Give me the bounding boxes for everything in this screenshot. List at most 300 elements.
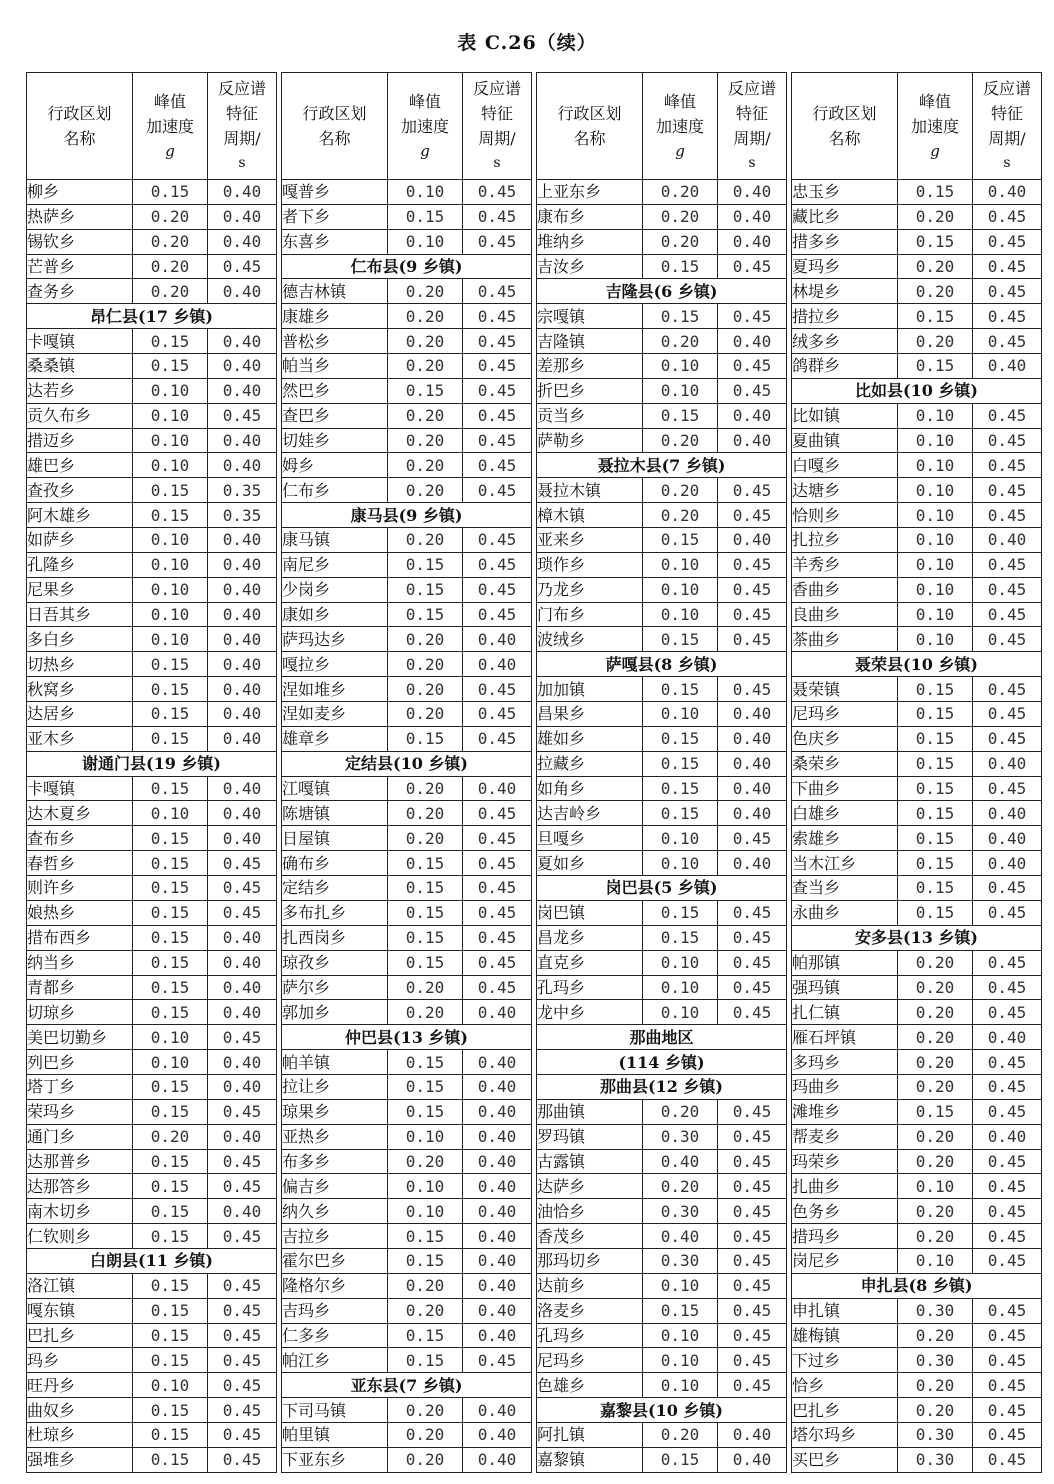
table-row bbox=[282, 950, 532, 975]
county-header-row bbox=[537, 1074, 787, 1099]
header-name-line-2: 名称 bbox=[63, 129, 96, 148]
table-row bbox=[537, 826, 787, 851]
table-row bbox=[282, 229, 532, 254]
table-row bbox=[792, 876, 1042, 901]
characteristic-period: 0.45 bbox=[718, 304, 787, 329]
characteristic-period: 0.45 bbox=[208, 1174, 277, 1199]
town-name: 巴扎乡 bbox=[792, 1398, 898, 1423]
table-row bbox=[282, 478, 532, 503]
characteristic-period: 0.40 bbox=[208, 627, 277, 652]
town-name: 德吉林镇 bbox=[282, 279, 388, 304]
characteristic-period: 0.45 bbox=[718, 677, 787, 702]
characteristic-period: 0.40 bbox=[208, 552, 277, 577]
town-name: 雄章乡 bbox=[282, 726, 388, 751]
peak-acceleration: 0.15 bbox=[133, 900, 208, 925]
peak-acceleration: 0.10 bbox=[133, 403, 208, 428]
town-name: 陈塘镇 bbox=[282, 801, 388, 826]
table-row bbox=[537, 1298, 787, 1323]
table-row bbox=[27, 528, 277, 553]
peak-acceleration: 0.15 bbox=[133, 1000, 208, 1025]
characteristic-period: 0.40 bbox=[208, 229, 277, 254]
peak-acceleration: 0.20 bbox=[388, 279, 463, 304]
town-name: 娘热乡 bbox=[27, 900, 133, 925]
characteristic-period: 0.40 bbox=[208, 204, 277, 229]
characteristic-period: 0.45 bbox=[463, 950, 532, 975]
characteristic-period: 0.45 bbox=[973, 677, 1042, 702]
peak-acceleration: 0.10 bbox=[133, 602, 208, 627]
header-name-line-1: 行政区划 bbox=[47, 104, 112, 123]
town-name: 美巴切勤乡 bbox=[27, 1025, 133, 1050]
table-row bbox=[792, 1248, 1042, 1273]
table-row bbox=[792, 279, 1042, 304]
town-name: 强堆乡 bbox=[27, 1447, 133, 1472]
peak-acceleration: 0.10 bbox=[898, 403, 973, 428]
characteristic-period: 0.45 bbox=[208, 1025, 277, 1050]
county-header: 康马县(9 乡镇) bbox=[282, 503, 532, 528]
table-row bbox=[27, 254, 277, 279]
peak-acceleration: 0.15 bbox=[133, 652, 208, 677]
characteristic-period: 0.40 bbox=[208, 726, 277, 751]
characteristic-period: 0.40 bbox=[208, 826, 277, 851]
characteristic-period: 0.45 bbox=[463, 677, 532, 702]
header-period bbox=[973, 73, 1042, 180]
characteristic-period: 0.45 bbox=[463, 900, 532, 925]
table-body bbox=[537, 180, 787, 1473]
characteristic-period: 0.45 bbox=[973, 329, 1042, 354]
characteristic-period: 0.45 bbox=[463, 279, 532, 304]
town-name: 尼玛乡 bbox=[537, 1348, 643, 1373]
header-name bbox=[537, 73, 643, 180]
town-name: 达吉岭乡 bbox=[537, 801, 643, 826]
table-row bbox=[792, 1199, 1042, 1224]
header-name-line-2: 名称 bbox=[573, 129, 606, 148]
characteristic-period: 0.45 bbox=[973, 1298, 1042, 1323]
table-row bbox=[282, 403, 532, 428]
town-name: 桑桑镇 bbox=[27, 354, 133, 379]
header-period-unit: s bbox=[748, 155, 756, 171]
peak-acceleration: 0.15 bbox=[133, 1447, 208, 1472]
characteristic-period: 0.40 bbox=[463, 1422, 532, 1447]
characteristic-period: 0.40 bbox=[208, 975, 277, 1000]
peak-acceleration: 0.15 bbox=[133, 1199, 208, 1224]
characteristic-period: 0.40 bbox=[718, 1422, 787, 1447]
header-row bbox=[282, 73, 532, 180]
town-name: 康马镇 bbox=[282, 528, 388, 553]
peak-acceleration: 0.15 bbox=[643, 925, 718, 950]
table-panel-2 bbox=[281, 72, 532, 1473]
characteristic-period: 0.45 bbox=[973, 602, 1042, 627]
peak-acceleration: 0.20 bbox=[898, 1050, 973, 1075]
peak-acceleration: 0.30 bbox=[643, 1248, 718, 1273]
town-name: 樟木镇 bbox=[537, 503, 643, 528]
peak-acceleration: 0.10 bbox=[133, 528, 208, 553]
town-name: 扎曲乡 bbox=[792, 1174, 898, 1199]
table-row bbox=[792, 1124, 1042, 1149]
characteristic-period: 0.40 bbox=[463, 652, 532, 677]
characteristic-period: 0.40 bbox=[463, 1099, 532, 1124]
town-name: 日吾其乡 bbox=[27, 602, 133, 627]
characteristic-period: 0.40 bbox=[973, 1124, 1042, 1149]
table-row bbox=[27, 453, 277, 478]
town-name: 通门乡 bbox=[27, 1124, 133, 1149]
town-name: 达若乡 bbox=[27, 378, 133, 403]
header-pga bbox=[898, 73, 973, 180]
characteristic-period: 0.45 bbox=[208, 1373, 277, 1398]
county-header: 那曲县(12 乡镇) bbox=[537, 1074, 787, 1099]
table-row bbox=[537, 1000, 787, 1025]
peak-acceleration: 0.15 bbox=[133, 503, 208, 528]
characteristic-period: 0.45 bbox=[973, 876, 1042, 901]
town-name: 查务乡 bbox=[27, 279, 133, 304]
peak-acceleration: 0.15 bbox=[643, 726, 718, 751]
peak-acceleration: 0.15 bbox=[898, 229, 973, 254]
peak-acceleration: 0.15 bbox=[388, 1348, 463, 1373]
town-name: 达那普乡 bbox=[27, 1149, 133, 1174]
table-row bbox=[27, 652, 277, 677]
header-period-line-1: 反应谱 bbox=[982, 79, 1031, 98]
characteristic-period: 0.45 bbox=[973, 1199, 1042, 1224]
table-row bbox=[27, 204, 277, 229]
header-period bbox=[718, 73, 787, 180]
characteristic-period: 0.40 bbox=[208, 279, 277, 304]
table-panel-1 bbox=[26, 72, 277, 1473]
header-period-unit: s bbox=[493, 155, 501, 171]
peak-acceleration: 0.30 bbox=[898, 1298, 973, 1323]
peak-acceleration: 0.20 bbox=[388, 329, 463, 354]
header-period bbox=[208, 73, 277, 180]
table-row bbox=[282, 726, 532, 751]
characteristic-period: 0.40 bbox=[973, 751, 1042, 776]
peak-acceleration: 0.15 bbox=[898, 801, 973, 826]
county-header-row bbox=[537, 1050, 787, 1075]
peak-acceleration: 0.15 bbox=[898, 1099, 973, 1124]
town-name: 尼玛乡 bbox=[792, 702, 898, 727]
table-row bbox=[792, 1050, 1042, 1075]
header-period bbox=[463, 73, 532, 180]
peak-acceleration: 0.15 bbox=[643, 751, 718, 776]
characteristic-period: 0.35 bbox=[208, 478, 277, 503]
characteristic-period: 0.40 bbox=[718, 1447, 787, 1472]
peak-acceleration: 0.15 bbox=[388, 925, 463, 950]
town-name: 纳久乡 bbox=[282, 1199, 388, 1224]
table-row bbox=[27, 925, 277, 950]
town-name: 夏如乡 bbox=[537, 851, 643, 876]
town-name: 康雄乡 bbox=[282, 304, 388, 329]
table-row bbox=[282, 1149, 532, 1174]
peak-acceleration: 0.20 bbox=[898, 1373, 973, 1398]
town-name: 康布乡 bbox=[537, 204, 643, 229]
table-row bbox=[792, 1074, 1042, 1099]
town-name: 永曲乡 bbox=[792, 900, 898, 925]
characteristic-period: 0.40 bbox=[208, 577, 277, 602]
characteristic-period: 0.40 bbox=[208, 1074, 277, 1099]
characteristic-period: 0.45 bbox=[208, 254, 277, 279]
table-row bbox=[27, 776, 277, 801]
characteristic-period: 0.45 bbox=[718, 354, 787, 379]
table-row bbox=[27, 1323, 277, 1348]
table-row bbox=[537, 254, 787, 279]
town-name: 萨玛达乡 bbox=[282, 627, 388, 652]
peak-acceleration: 0.15 bbox=[898, 354, 973, 379]
table-row bbox=[27, 1050, 277, 1075]
characteristic-period: 0.45 bbox=[718, 503, 787, 528]
town-name: 恰乡 bbox=[792, 1373, 898, 1398]
characteristic-period: 0.45 bbox=[463, 876, 532, 901]
table-row bbox=[282, 975, 532, 1000]
characteristic-period: 0.45 bbox=[973, 1447, 1042, 1472]
table-row bbox=[282, 602, 532, 627]
characteristic-period: 0.40 bbox=[463, 1224, 532, 1249]
table-row bbox=[537, 577, 787, 602]
peak-acceleration: 0.15 bbox=[133, 1074, 208, 1099]
characteristic-period: 0.45 bbox=[973, 254, 1042, 279]
peak-acceleration: 0.10 bbox=[388, 1199, 463, 1224]
table-row bbox=[792, 627, 1042, 652]
town-name: 罗玛镇 bbox=[537, 1124, 643, 1149]
town-name: 孔玛乡 bbox=[537, 975, 643, 1000]
peak-acceleration: 0.10 bbox=[898, 602, 973, 627]
table-row bbox=[792, 577, 1042, 602]
characteristic-period: 0.45 bbox=[973, 552, 1042, 577]
header-period-line-1: 反应谱 bbox=[472, 79, 521, 98]
table-row bbox=[537, 1447, 787, 1472]
peak-acceleration: 0.15 bbox=[643, 900, 718, 925]
town-name: 直克乡 bbox=[537, 950, 643, 975]
peak-acceleration: 0.10 bbox=[643, 975, 718, 1000]
county-header-row bbox=[282, 503, 532, 528]
peak-acceleration: 0.30 bbox=[643, 1199, 718, 1224]
table-row bbox=[792, 975, 1042, 1000]
table-row bbox=[282, 1174, 532, 1199]
peak-acceleration: 0.10 bbox=[388, 180, 463, 205]
header-pga-line-2: 加速度 bbox=[145, 116, 194, 136]
characteristic-period: 0.45 bbox=[973, 1422, 1042, 1447]
peak-acceleration: 0.15 bbox=[388, 1050, 463, 1075]
header-pga-line-2: 加速度 bbox=[910, 116, 959, 136]
characteristic-period: 0.45 bbox=[973, 950, 1042, 975]
characteristic-period: 0.45 bbox=[718, 552, 787, 577]
peak-acceleration: 0.40 bbox=[643, 1149, 718, 1174]
characteristic-period: 0.45 bbox=[718, 925, 787, 950]
peak-acceleration: 0.10 bbox=[898, 478, 973, 503]
characteristic-period: 0.45 bbox=[973, 702, 1042, 727]
town-name: 龙中乡 bbox=[537, 1000, 643, 1025]
characteristic-period: 0.40 bbox=[718, 726, 787, 751]
table-row bbox=[792, 1422, 1042, 1447]
county-header-row bbox=[537, 453, 787, 478]
town-name: 色务乡 bbox=[792, 1199, 898, 1224]
peak-acceleration: 0.15 bbox=[643, 528, 718, 553]
peak-acceleration: 0.10 bbox=[133, 577, 208, 602]
characteristic-period: 0.40 bbox=[718, 528, 787, 553]
header-period-line-3: 周期/ bbox=[733, 129, 771, 148]
town-name: 措拉乡 bbox=[792, 304, 898, 329]
peak-acceleration: 0.20 bbox=[388, 403, 463, 428]
characteristic-period: 0.45 bbox=[973, 428, 1042, 453]
town-name: 下司马镇 bbox=[282, 1398, 388, 1423]
header-period-line-3: 周期/ bbox=[223, 129, 261, 148]
characteristic-period: 0.45 bbox=[973, 975, 1042, 1000]
peak-acceleration: 0.20 bbox=[388, 304, 463, 329]
page-title: 表 C.26（续） bbox=[457, 32, 597, 54]
town-name: 岗尼乡 bbox=[792, 1248, 898, 1273]
characteristic-period: 0.40 bbox=[973, 1025, 1042, 1050]
town-name: 拉藏乡 bbox=[537, 751, 643, 776]
town-name: 帕里镇 bbox=[282, 1422, 388, 1447]
town-name: 帕羊镇 bbox=[282, 1050, 388, 1075]
town-name: 尼果乡 bbox=[27, 577, 133, 602]
table-row bbox=[537, 925, 787, 950]
town-name: 达前乡 bbox=[537, 1273, 643, 1298]
peak-acceleration: 0.10 bbox=[643, 851, 718, 876]
header-pga-line-1: 峰值 bbox=[153, 91, 186, 111]
characteristic-period: 0.45 bbox=[208, 1099, 277, 1124]
header-pga-unit: g bbox=[675, 141, 685, 160]
table-row bbox=[27, 1025, 277, 1050]
characteristic-period: 0.40 bbox=[463, 1074, 532, 1099]
characteristic-period: 0.40 bbox=[463, 1174, 532, 1199]
characteristic-period: 0.45 bbox=[973, 900, 1042, 925]
characteristic-period: 0.45 bbox=[463, 851, 532, 876]
peak-acceleration: 0.15 bbox=[133, 1422, 208, 1447]
town-name: 昌龙乡 bbox=[537, 925, 643, 950]
table-row bbox=[282, 1298, 532, 1323]
county-header-row bbox=[27, 304, 277, 329]
town-name: 切娃乡 bbox=[282, 428, 388, 453]
table-row bbox=[792, 1224, 1042, 1249]
peak-acceleration: 0.10 bbox=[898, 1248, 973, 1273]
table-row bbox=[792, 354, 1042, 379]
characteristic-period: 0.45 bbox=[973, 577, 1042, 602]
town-name: 林堤乡 bbox=[792, 279, 898, 304]
table-row bbox=[537, 1348, 787, 1373]
table-row bbox=[792, 776, 1042, 801]
town-name: 色雄乡 bbox=[537, 1373, 643, 1398]
characteristic-period: 0.40 bbox=[718, 204, 787, 229]
table-row bbox=[27, 1224, 277, 1249]
table-row bbox=[282, 652, 532, 677]
characteristic-period: 0.45 bbox=[208, 1422, 277, 1447]
characteristic-period: 0.40 bbox=[208, 925, 277, 950]
characteristic-period: 0.40 bbox=[973, 851, 1042, 876]
table-row bbox=[27, 1348, 277, 1373]
characteristic-period: 0.45 bbox=[463, 204, 532, 229]
table-row bbox=[282, 1050, 532, 1075]
peak-acceleration: 0.20 bbox=[133, 254, 208, 279]
table-row bbox=[537, 1422, 787, 1447]
table-row bbox=[537, 1149, 787, 1174]
table-row bbox=[537, 1323, 787, 1348]
characteristic-period: 0.45 bbox=[718, 1174, 787, 1199]
table-row bbox=[27, 851, 277, 876]
town-name: 多白乡 bbox=[27, 627, 133, 652]
characteristic-period: 0.45 bbox=[208, 876, 277, 901]
table-row bbox=[27, 1174, 277, 1199]
header-period-unit: s bbox=[238, 155, 246, 171]
peak-acceleration: 0.10 bbox=[643, 378, 718, 403]
peak-acceleration: 0.15 bbox=[388, 204, 463, 229]
table-row bbox=[537, 528, 787, 553]
county-header: 岗巴县(5 乡镇) bbox=[537, 876, 787, 901]
characteristic-period: 0.40 bbox=[208, 180, 277, 205]
table-row bbox=[282, 876, 532, 901]
county-header-row bbox=[282, 1373, 532, 1398]
header-pga-line-1: 峰值 bbox=[663, 91, 696, 111]
peak-acceleration: 0.10 bbox=[643, 826, 718, 851]
town-name: 帕江乡 bbox=[282, 1348, 388, 1373]
table-row bbox=[27, 279, 277, 304]
characteristic-period: 0.45 bbox=[718, 1124, 787, 1149]
table-row bbox=[282, 428, 532, 453]
peak-acceleration: 0.20 bbox=[898, 950, 973, 975]
peak-acceleration: 0.20 bbox=[388, 453, 463, 478]
peak-acceleration: 0.20 bbox=[388, 1447, 463, 1472]
town-name: 堆纳乡 bbox=[537, 229, 643, 254]
town-name: 多玛乡 bbox=[792, 1050, 898, 1075]
header-pga-line-2: 加速度 bbox=[400, 116, 449, 136]
characteristic-period: 0.45 bbox=[463, 577, 532, 602]
town-name: 青都乡 bbox=[27, 975, 133, 1000]
characteristic-period: 0.45 bbox=[463, 478, 532, 503]
peak-acceleration: 0.20 bbox=[388, 528, 463, 553]
town-name: 那曲镇 bbox=[537, 1099, 643, 1124]
header-period-line-2: 特征 bbox=[735, 104, 768, 123]
peak-acceleration: 0.20 bbox=[388, 776, 463, 801]
town-name: 洛江镇 bbox=[27, 1273, 133, 1298]
town-name: 亚来乡 bbox=[537, 528, 643, 553]
characteristic-period: 0.40 bbox=[463, 1248, 532, 1273]
peak-acceleration: 0.15 bbox=[133, 975, 208, 1000]
town-name: 色庆乡 bbox=[792, 726, 898, 751]
characteristic-period: 0.45 bbox=[973, 1099, 1042, 1124]
peak-acceleration: 0.20 bbox=[388, 428, 463, 453]
county-header-row bbox=[537, 1398, 787, 1423]
table-row bbox=[792, 453, 1042, 478]
town-name: 霍尔巴乡 bbox=[282, 1248, 388, 1273]
table-row bbox=[27, 627, 277, 652]
header-row bbox=[27, 73, 277, 180]
town-name: 玛曲乡 bbox=[792, 1074, 898, 1099]
table-row bbox=[537, 478, 787, 503]
town-name: 如萨乡 bbox=[27, 528, 133, 553]
table-row bbox=[27, 1398, 277, 1423]
table-row bbox=[27, 378, 277, 403]
header-pga bbox=[388, 73, 463, 180]
table-row bbox=[537, 304, 787, 329]
town-name: 雁石坪镇 bbox=[792, 1025, 898, 1050]
town-name: 秋窝乡 bbox=[27, 677, 133, 702]
town-name: 切琼乡 bbox=[27, 1000, 133, 1025]
peak-acceleration: 0.30 bbox=[898, 1422, 973, 1447]
characteristic-period: 0.40 bbox=[718, 751, 787, 776]
table-row bbox=[537, 1224, 787, 1249]
characteristic-period: 0.45 bbox=[973, 304, 1042, 329]
town-name: 纳当乡 bbox=[27, 950, 133, 975]
town-name: 下过乡 bbox=[792, 1348, 898, 1373]
table-row bbox=[792, 478, 1042, 503]
peak-acceleration: 0.20 bbox=[388, 354, 463, 379]
characteristic-period: 0.40 bbox=[208, 776, 277, 801]
county-header-row bbox=[792, 652, 1042, 677]
town-name: 达塘乡 bbox=[792, 478, 898, 503]
table-row bbox=[792, 180, 1042, 205]
characteristic-period: 0.45 bbox=[718, 1273, 787, 1298]
header-pga-line-1: 峰值 bbox=[918, 91, 951, 111]
town-name: 则许乡 bbox=[27, 876, 133, 901]
peak-acceleration: 0.15 bbox=[643, 801, 718, 826]
peak-acceleration: 0.10 bbox=[898, 503, 973, 528]
town-name: 旺丹乡 bbox=[27, 1373, 133, 1398]
